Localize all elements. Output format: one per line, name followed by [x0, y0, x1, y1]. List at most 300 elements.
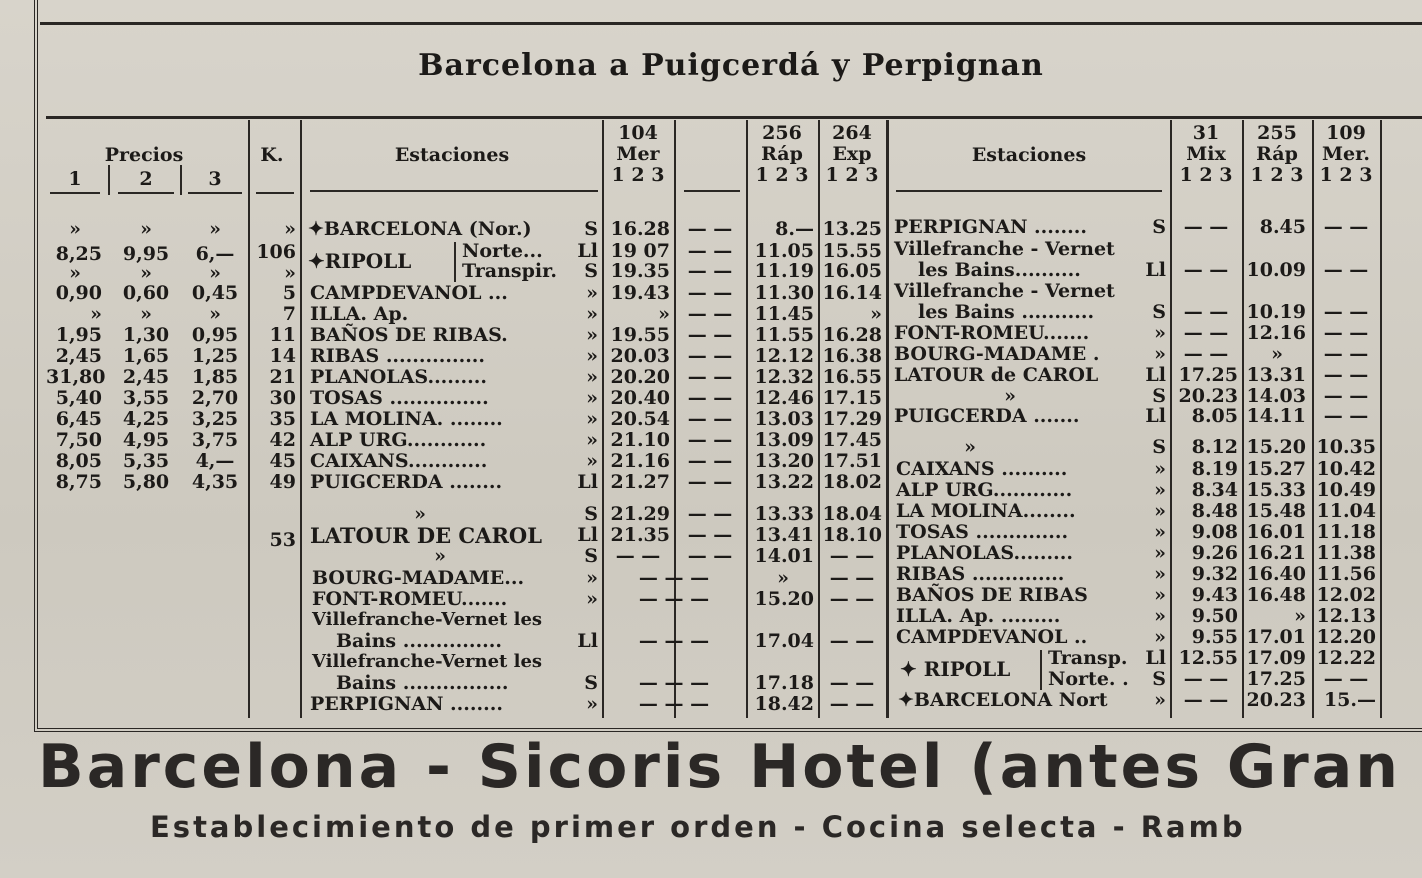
- time-cell: 9.50: [1191, 605, 1238, 627]
- time-cell: »: [658, 303, 670, 325]
- col-rule: [248, 120, 250, 718]
- price-cell: 1,95: [55, 324, 102, 346]
- col-rule: [1380, 120, 1382, 718]
- time-cell: 8.—: [775, 218, 814, 240]
- price-cell: 0,90: [55, 282, 102, 304]
- time-cell: 12.02: [1316, 584, 1376, 606]
- time-cell: 12.12: [754, 345, 814, 367]
- price-cell: 4,35: [191, 471, 239, 493]
- brace-rule: [1040, 650, 1042, 690]
- col-rule: [886, 120, 889, 718]
- arrival-departure: S: [584, 260, 598, 282]
- dash-cell: — —: [687, 471, 733, 493]
- time-cell: 11.56: [1316, 563, 1376, 585]
- price-cell: 3,75: [191, 429, 239, 451]
- top-rule: [40, 22, 1422, 25]
- time-cell: 18.02: [822, 471, 882, 493]
- train255-number: 255: [1257, 122, 1297, 144]
- time-cell: 8.05: [1191, 405, 1238, 427]
- station-name: Villefranche - Vernet: [894, 280, 1115, 302]
- arrival-departure: Ll: [1145, 647, 1166, 669]
- price-cell: 6,45: [55, 408, 102, 430]
- time-cell: 20.23: [1246, 689, 1306, 711]
- time-cell: 21.10: [610, 429, 670, 451]
- dash-cell: — —: [687, 218, 733, 240]
- dash-cell: — —: [687, 545, 733, 567]
- hotel-advertisement-headline: Barcelona - Sicoris Hotel (antes Gran: [38, 732, 1401, 802]
- km-cell: 21: [269, 366, 296, 388]
- time-cell: 20.03: [610, 345, 670, 367]
- class1-header: 1: [68, 168, 82, 190]
- dash-cell: — —: [1323, 322, 1369, 344]
- km-header: K.: [260, 144, 284, 166]
- dash-cell: — —: [687, 408, 733, 430]
- price-cell: 6,—: [195, 243, 235, 265]
- header-underline: [310, 190, 598, 192]
- price-cell: 4,95: [122, 429, 170, 451]
- time-cell: 10.49: [1316, 479, 1376, 501]
- time-cell: 15.55: [822, 240, 882, 262]
- ditto-mark: »: [964, 436, 976, 458]
- arrival-departure: »: [586, 588, 598, 610]
- arrival-departure: »: [1154, 521, 1166, 543]
- dash-cell: — —: [1183, 301, 1229, 323]
- arrival-departure: »: [586, 429, 598, 451]
- arrival-departure: Ll: [577, 471, 598, 493]
- time-cell: 12.16: [1246, 322, 1306, 344]
- train109-type: Mer.: [1321, 143, 1370, 165]
- time-cell: 8.12: [1191, 436, 1238, 458]
- time-cell: 8.19: [1191, 458, 1238, 480]
- station-name: LA MOLINA........: [896, 500, 1076, 522]
- dash-cell: — —: [1183, 689, 1229, 711]
- arrival-departure: S: [1152, 385, 1166, 407]
- km-cell: 5: [282, 282, 296, 304]
- arrival-departure: S: [584, 545, 598, 567]
- ditto-mark: »: [414, 503, 426, 525]
- arrival-departure: »: [586, 693, 598, 715]
- station-name-cont: Bains ................: [336, 672, 509, 694]
- station-name: LATOUR de CAROL: [894, 364, 1099, 386]
- dash-cell: — —: [687, 429, 733, 451]
- time-cell: 11.18: [1316, 521, 1376, 543]
- time-cell: 16.14: [822, 282, 882, 304]
- time-cell: 14.11: [1246, 405, 1306, 427]
- timetable-title: Barcelona a Puigcerdá y Perpignan: [418, 48, 1044, 83]
- km-cell: 49: [269, 471, 296, 493]
- train264-type: Exp: [832, 143, 872, 165]
- time-cell: »: [777, 567, 789, 589]
- price-cell: »: [140, 218, 152, 240]
- dash-cell: — —: [1323, 364, 1369, 386]
- train256-type: Ráp: [761, 143, 803, 165]
- stations-header-left: Estaciones: [394, 144, 510, 166]
- hotel-advertisement-tagline: Establecimiento de primer orden - Cocina selecta - Ramb: [150, 810, 1246, 844]
- time-cell: 17.25: [1246, 668, 1306, 690]
- time-cell: 9.43: [1191, 584, 1238, 606]
- ditto-mark: »: [1004, 385, 1016, 407]
- dash-cell: — —: [687, 366, 733, 388]
- time-cell: 15.27: [1246, 458, 1306, 480]
- time-cell: 11.19: [754, 260, 814, 282]
- time-cell: 16.21: [1246, 542, 1306, 564]
- dash-cell: — —: [829, 545, 875, 567]
- dash-cell: — —: [1323, 385, 1369, 407]
- station-sub: Norte...: [462, 240, 543, 262]
- station-name: PUIGCERDA ........: [310, 471, 503, 493]
- station-name: BAÑOS DE RIBAS: [896, 584, 1088, 606]
- km-cell: 53: [269, 529, 296, 551]
- arrival-departure: Ll: [1145, 364, 1166, 386]
- class3-header: 3: [208, 168, 222, 190]
- km-cell: »: [284, 262, 296, 284]
- station-name: RIBAS ..............: [896, 563, 1065, 585]
- station-name: FONT-ROMEU.......: [312, 588, 508, 610]
- arrival-departure: »: [586, 567, 598, 589]
- train264-number: 264: [832, 122, 872, 144]
- time-cell: 19.35: [610, 260, 670, 282]
- time-cell: 9.26: [1191, 542, 1238, 564]
- price-cell: 5,35: [122, 450, 170, 472]
- station-name: PUIGCERDA .......: [894, 405, 1080, 427]
- station-name: BOURG-MADAME .: [894, 343, 1100, 365]
- price-cell: 1,65: [122, 345, 170, 367]
- time-cell: 10.42: [1316, 458, 1376, 480]
- train31-type: Mix: [1186, 143, 1226, 165]
- arrival-departure: »: [586, 282, 598, 304]
- station-name: PLANOLAS.........: [896, 542, 1073, 564]
- time-cell: 12.32: [754, 366, 814, 388]
- time-cell: 17.45: [822, 429, 882, 451]
- station-name: LA MOLINA. ........: [310, 408, 503, 430]
- station-name-cont: les Bains ...........: [918, 301, 1095, 323]
- header-underline: [684, 190, 740, 192]
- station-sub: Norte. .: [1048, 668, 1129, 690]
- time-cell: 10.19: [1246, 301, 1306, 323]
- dash-cell: — —: [687, 260, 733, 282]
- price-cell: 2,45: [55, 345, 102, 367]
- time-cell: 15.33: [1246, 479, 1306, 501]
- time-cell: 9.32: [1191, 563, 1238, 585]
- price-cell: 3,25: [191, 408, 239, 430]
- station-name: ALP URG............: [896, 479, 1073, 501]
- train255-classes: 1 2 3: [1250, 164, 1304, 186]
- price-cell: »: [90, 303, 102, 325]
- price-cell: »: [140, 303, 152, 325]
- price-cell: 31,80: [46, 366, 106, 388]
- station-name: PLANOLAS.........: [310, 366, 487, 388]
- dash-cell: — —: [1323, 668, 1369, 690]
- time-cell: 17.04: [754, 630, 814, 652]
- station-name: ✦RIPOLL: [308, 249, 412, 273]
- km-cell: 11: [269, 324, 296, 346]
- time-cell: 17.09: [1246, 647, 1306, 669]
- dash-cell: — —: [1183, 216, 1229, 238]
- time-cell: 8.34: [1191, 479, 1238, 501]
- class2-header: 2: [139, 168, 153, 190]
- station-name: RIBAS ...............: [310, 345, 486, 367]
- time-cell: 20.40: [610, 387, 670, 409]
- time-cell: 21.35: [610, 524, 670, 546]
- dash-cell: — —: [1183, 343, 1229, 365]
- time-cell: 12.13: [1316, 605, 1376, 627]
- train264-classes: 1 2 3: [825, 164, 879, 186]
- time-cell: 13.09: [754, 429, 814, 451]
- arrival-departure: S: [584, 672, 598, 694]
- time-cell: 17.51: [822, 450, 882, 472]
- km-cell: 106: [256, 241, 296, 263]
- time-cell: 14.01: [754, 545, 814, 567]
- station-name: ILLA. Ap.: [310, 303, 409, 325]
- time-cell: »: [1294, 605, 1306, 627]
- station-sub: Transpir.: [462, 260, 557, 282]
- price-cell: 0,45: [191, 282, 239, 304]
- station-name: PERPIGNAN ........: [310, 693, 503, 715]
- time-cell: 13.03: [754, 408, 814, 430]
- train31-number: 31: [1192, 122, 1220, 144]
- arrival-departure: »: [1154, 563, 1166, 585]
- station-name: TOSAS ...............: [310, 387, 489, 409]
- train104-number: 104: [618, 122, 658, 144]
- arrival-departure: »: [1154, 542, 1166, 564]
- dash-cell: — —: [829, 588, 875, 610]
- time-cell: 19.55: [610, 324, 670, 346]
- station-name: ✦ RIPOLL: [900, 657, 1011, 681]
- time-cell: 15.20: [1246, 436, 1306, 458]
- station-name: BOURG-MADAME...: [312, 567, 525, 589]
- price-cell: 5,40: [55, 387, 102, 409]
- arrival-departure: »: [586, 324, 598, 346]
- dash-cell: — —: [687, 524, 733, 546]
- train109-number: 109: [1326, 122, 1366, 144]
- price-cell: »: [209, 303, 221, 325]
- price-cell: »: [209, 218, 221, 240]
- dash-cell: — —: [687, 240, 733, 262]
- arrival-departure: »: [586, 450, 598, 472]
- arrival-departure: S: [1152, 436, 1166, 458]
- price-cell: 9,95: [122, 243, 170, 265]
- dash-cell: — —: [687, 282, 733, 304]
- prices-header: Precios: [104, 144, 184, 166]
- time-cell: 13.33: [754, 503, 814, 525]
- km-cell: 45: [269, 450, 296, 472]
- arrival-departure: »: [1154, 626, 1166, 648]
- station-name: ILLA. Ap. .........: [896, 605, 1061, 627]
- price-cell: 4,25: [122, 408, 170, 430]
- dash-cell: — —: [687, 450, 733, 472]
- station-name: CAMPDEVANOL ..: [896, 626, 1088, 648]
- stations-header-right: Estaciones: [971, 144, 1087, 166]
- time-cell: 11.38: [1316, 542, 1376, 564]
- time-cell: 8.45: [1259, 216, 1306, 238]
- time-cell: 12.55: [1178, 647, 1238, 669]
- time-cell: 12.46: [754, 387, 814, 409]
- arrival-departure: Ll: [577, 630, 598, 652]
- station-name-cont: Bains ...............: [336, 630, 502, 652]
- train104-classes: 1 2 3: [611, 164, 665, 186]
- km-cell: »: [284, 218, 296, 240]
- station-name: ALP URG............: [310, 429, 487, 451]
- time-cell: 16.48: [1246, 584, 1306, 606]
- price-cell: 3,55: [122, 387, 170, 409]
- dash-cell: — —: [1323, 259, 1369, 281]
- train104-type: Mer: [616, 143, 660, 165]
- price-cell: 2,45: [122, 366, 170, 388]
- station-sub: Transp.: [1048, 647, 1128, 669]
- arrival-departure: Ll: [1145, 405, 1166, 427]
- arrival-departure: »: [1154, 605, 1166, 627]
- dash-cell: — —: [687, 345, 733, 367]
- col-rule: [300, 120, 302, 718]
- station-name-cont: les Bains..........: [918, 259, 1081, 281]
- dash-cell: — —: [1183, 668, 1229, 690]
- dash-cell: — —: [1183, 322, 1229, 344]
- time-cell: 20.54: [610, 408, 670, 430]
- dash-cell: — —: [687, 503, 733, 525]
- time-cell: 16.01: [1246, 521, 1306, 543]
- time-cell: 19 07: [610, 240, 670, 262]
- time-cell: 14.03: [1246, 385, 1306, 407]
- dash-cell: — — —: [638, 630, 710, 652]
- price-cell: 0,60: [122, 282, 170, 304]
- arrival-departure: »: [1154, 479, 1166, 501]
- time-cell: 11.05: [754, 240, 814, 262]
- header-underline: [188, 192, 242, 194]
- time-cell: 13.20: [754, 450, 814, 472]
- price-cell: »: [69, 262, 81, 284]
- price-cell: 1,25: [191, 345, 239, 367]
- header-underline: [256, 192, 294, 194]
- km-cell: 42: [269, 429, 296, 451]
- dash-cell: — — —: [638, 567, 710, 589]
- header-underline: [896, 190, 1162, 192]
- dash-cell: — —: [1323, 301, 1369, 323]
- price-cell: 8,05: [55, 450, 102, 472]
- dash-cell: — —: [687, 387, 733, 409]
- time-cell: 9.55: [1191, 626, 1238, 648]
- arrival-departure: Ll: [577, 524, 598, 546]
- dash-cell: — —: [1323, 405, 1369, 427]
- time-cell: 11.45: [754, 303, 814, 325]
- price-cell: 1,30: [122, 324, 170, 346]
- dash-cell: — —: [829, 693, 875, 715]
- time-cell: 13.31: [1246, 364, 1306, 386]
- price-cell: 0,95: [191, 324, 239, 346]
- time-cell: 20.23: [1178, 385, 1238, 407]
- arrival-departure: S: [1152, 216, 1166, 238]
- km-cell: 14: [269, 345, 296, 367]
- station-name: Villefranche-Vernet les: [312, 651, 543, 672]
- time-cell: 21.29: [610, 503, 670, 525]
- header-rule: [46, 116, 1422, 119]
- dash-cell: — — —: [638, 588, 710, 610]
- time-cell: 15.20: [754, 588, 814, 610]
- station-name: FONT-ROMEU.......: [894, 322, 1090, 344]
- dash-cell: — —: [1323, 216, 1369, 238]
- time-cell: 17.25: [1178, 364, 1238, 386]
- brace-rule: [454, 242, 456, 282]
- price-cell: »: [69, 218, 81, 240]
- time-cell: 16.05: [822, 260, 882, 282]
- station-name: ✦BARCELONA Nort: [898, 689, 1108, 711]
- time-cell: 18.04: [822, 503, 882, 525]
- dash-cell: — —: [615, 545, 661, 567]
- station-name: Villefranche-Vernet les: [312, 609, 543, 630]
- price-cell: 1,85: [191, 366, 239, 388]
- dash-cell: — —: [829, 672, 875, 694]
- time-cell: 15.—: [1323, 689, 1376, 711]
- time-cell: 10.35: [1316, 436, 1376, 458]
- arrival-departure: S: [1152, 668, 1166, 690]
- station-name: ✦BARCELONA (Nor.): [308, 218, 532, 240]
- col-rule: [180, 165, 182, 195]
- time-cell: 18.42: [754, 693, 814, 715]
- arrival-departure: S: [1152, 301, 1166, 323]
- arrival-departure: »: [586, 303, 598, 325]
- arrival-departure: Ll: [577, 240, 598, 262]
- arrival-departure: »: [1154, 689, 1166, 711]
- arrival-departure: »: [1154, 458, 1166, 480]
- station-name: BAÑOS DE RIBAS.: [310, 324, 508, 346]
- arrival-departure: »: [1154, 500, 1166, 522]
- dash-cell: — —: [829, 567, 875, 589]
- train256-number: 256: [762, 122, 802, 144]
- time-cell: 16.28: [822, 324, 882, 346]
- time-cell: 11.30: [754, 282, 814, 304]
- time-cell: 12.20: [1316, 626, 1376, 648]
- station-name: LATOUR DE CAROL: [310, 523, 542, 548]
- station-name: Villefranche - Vernet: [894, 238, 1115, 260]
- time-cell: 21.16: [610, 450, 670, 472]
- time-cell: »: [1271, 343, 1283, 365]
- dash-cell: — —: [1183, 259, 1229, 281]
- train256-classes: 1 2 3: [755, 164, 809, 186]
- time-cell: 20.20: [610, 366, 670, 388]
- dash-cell: — — —: [638, 672, 710, 694]
- price-cell: 5,80: [122, 471, 170, 493]
- price-cell: 4,—: [195, 450, 235, 472]
- station-name: PERPIGNAN ........: [894, 216, 1087, 238]
- time-cell: 16.28: [610, 218, 670, 240]
- train31-classes: 1 2 3: [1179, 164, 1233, 186]
- ditto-mark: »: [434, 545, 446, 567]
- arrival-departure: »: [586, 345, 598, 367]
- dash-cell: — — —: [638, 693, 710, 715]
- time-cell: 13.22: [754, 471, 814, 493]
- time-cell: 21.27: [610, 471, 670, 493]
- station-name: CAIXANS ..........: [896, 458, 1068, 480]
- time-cell: 17.15: [822, 387, 882, 409]
- time-cell: 18.10: [822, 524, 882, 546]
- km-cell: 30: [269, 387, 296, 409]
- price-cell: »: [209, 262, 221, 284]
- dash-cell: — —: [687, 324, 733, 346]
- price-cell: »: [140, 262, 152, 284]
- header-underline: [118, 192, 174, 194]
- station-name: TOSAS ..............: [896, 521, 1069, 543]
- time-cell: 19.43: [610, 282, 670, 304]
- train109-classes: 1 2 3: [1319, 164, 1373, 186]
- time-cell: 15.48: [1246, 500, 1306, 522]
- time-cell: 13.41: [754, 524, 814, 546]
- arrival-departure: »: [1154, 584, 1166, 606]
- time-cell: 16.40: [1246, 563, 1306, 585]
- price-cell: 8,25: [55, 243, 102, 265]
- station-name: CAIXANS............: [310, 450, 488, 472]
- time-cell: 17.18: [754, 672, 814, 694]
- arrival-departure: S: [584, 218, 598, 240]
- time-cell: 11.04: [1316, 500, 1376, 522]
